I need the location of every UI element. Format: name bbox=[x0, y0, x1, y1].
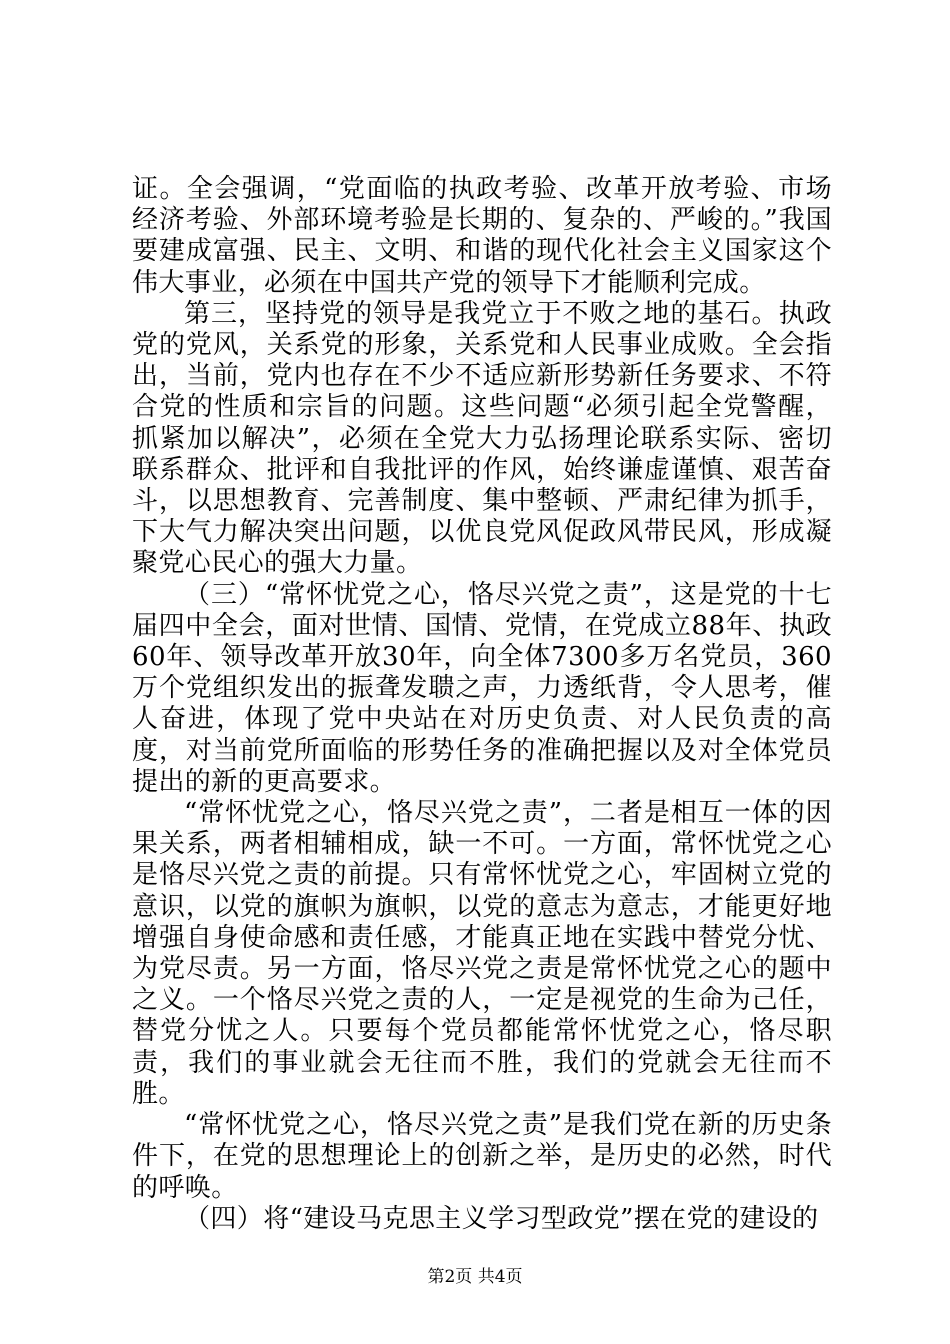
paragraph-2: 第三，坚持党的领导是我党立于不败之地的基石。执政党的党风，关系党的形象，关系党和人民事业成败。全会指出，当前，党内也存在不少不适应新形势新任务要求、不符合党的性质和宗旨的问题。这些问题“必须引起全党警醒，抓紧加以解决”，必须在全党大力弘扬理论联系实际、密切联系群众、批评和自我批评的作风，始终谦虚谨慎、艰苦奋斗，以思想教育、完善制度、集中整顿、严肃纪律为抓手，下大气力解决突出问题，以优良党风促政风带民风，形成凝聚党心民心的强大力量。 bbox=[132, 298, 832, 579]
paragraph-1: 证。全会强调，“党面临的执政考验、改革开放考验、市场经济考验、外部环境考验是长期的、复杂的、严峻的。”我国要建成富强、民主、文明、和谐的现代化社会主义国家这个伟大事业，必须在中国共产党的领导下才能顺利完成。 bbox=[132, 174, 832, 298]
page-footer bbox=[0, 1266, 950, 1288]
page-number-label: 第2页 共4页 bbox=[427, 1267, 523, 1287]
paragraph-5: “常怀忧党之心，恪尽兴党之责”是我们党在新的历史条件下，在党的思想理论上的创新之举，是历史的必然，时代的呼唤。 bbox=[132, 1110, 832, 1203]
paragraph-4: “常怀忧党之心，恪尽兴党之责”，二者是相互一体的因果关系，两者相辅相成，缺一不可。一方面，常怀忧党之心是恪尽兴党之责的前提。只有常怀忧党之心，牢固树立党的意识，以党的旗帜为旗帜，以党的意志为意志，才能更好地增强自身使命感和责任感，才能真正地在实践中替党分忧、为党尽责。另一方面，恪尽兴党之责是常怀忧党之心的题中之义。一个恪尽兴党之责的人，一定是视党的生命为己任，替党分忧之人。只要每个党员都能常怀忧党之心，恪尽职责，我们的事业就会无往而不胜，我们的党就会无往而不胜。 bbox=[132, 798, 832, 1109]
document-body bbox=[132, 174, 832, 1235]
paragraph-3: （三）“常怀忧党之心，恪尽兴党之责”，这是党的十七届四中全会，面对世情、国情、党情，在党成立88年、执政60年、领导改革开放30年，向全体7300多万名党员，360万个党组织发出的振聋发聩之声，力透纸背，令人思考，催人奋进，体现了党中央站在对历史负责、对人民负责的高度，对当前党所面临的形势任务的准确把握以及对全体党员提出的新的更高要求。 bbox=[132, 579, 832, 797]
paragraph-6: （四）将“建设马克思主义学习型政党”摆在党的建设的 bbox=[184, 1203, 819, 1234]
